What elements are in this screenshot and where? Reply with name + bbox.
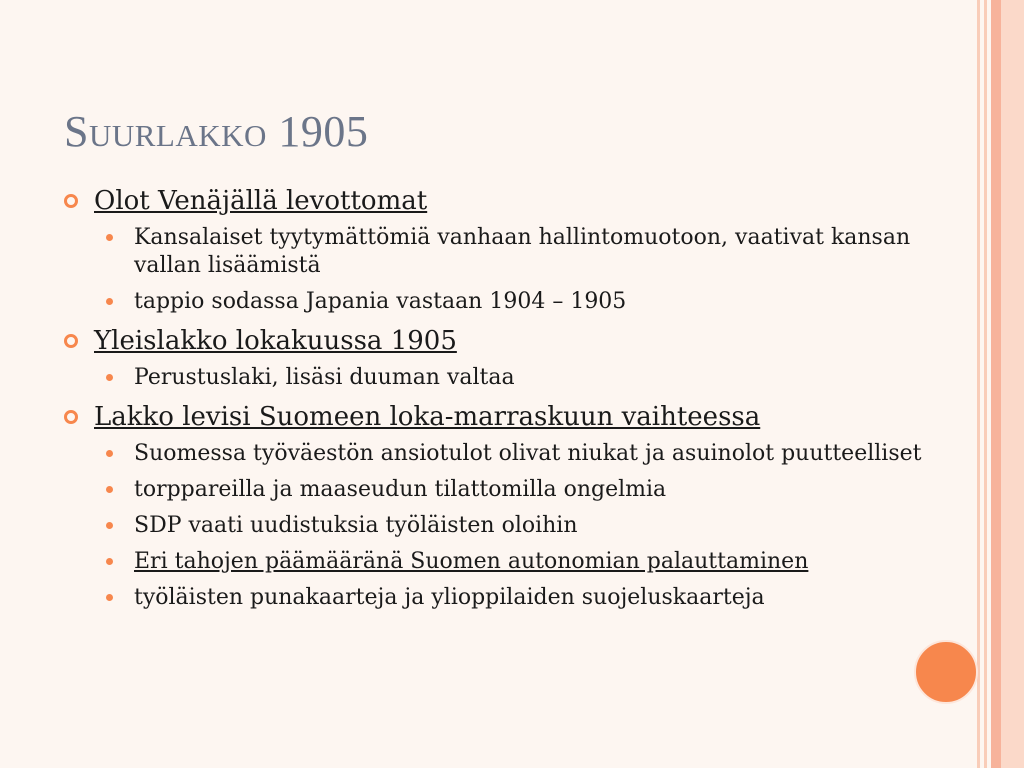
- list-item: [64, 364, 924, 392]
- dot-bullet-icon: [106, 558, 113, 565]
- dot-bullet-icon: [106, 234, 113, 241]
- list-item: [64, 440, 924, 468]
- list-item: [64, 512, 924, 540]
- decorative-stripe: [984, 0, 987, 768]
- dot-bullet-icon: [106, 450, 113, 457]
- dot-bullet-icon: [106, 486, 113, 493]
- list-item-text: torppareilla ja maaseudun tilattomilla ongelmia: [134, 477, 667, 502]
- list-item-text: Kansalaiset tyytymättömiä vanhaan hallintomuotoon, vaativat kansan vallan lisäämistä: [134, 225, 911, 278]
- list-item-text: Suomessa työväestön ansiotulot olivat niukat ja asuinolot puutteelliset: [134, 441, 922, 466]
- section-heading-text[interactable]: Olot Venäjällä levottomat: [94, 186, 428, 216]
- section-heading-text[interactable]: Yleislakko lokakuussa 1905: [94, 326, 457, 356]
- dot-bullet-icon: [106, 594, 113, 601]
- slide-title: Suurlakko 1905: [64, 107, 369, 156]
- dot-bullet-icon: [106, 374, 113, 381]
- list-item-text: työläisten punakaarteja ja ylioppilaiden suojeluskaarteja: [134, 585, 765, 610]
- list-item-link[interactable]: [64, 548, 924, 576]
- list-item: [64, 224, 924, 280]
- list-item-text: tappio sodassa Japania vastaan 1904 – 1905: [134, 289, 627, 314]
- list-item-text: Perustuslaki, lisäsi duuman valtaa: [134, 365, 515, 390]
- list-item: [64, 476, 924, 504]
- section-heading-text[interactable]: Lakko levisi Suomeen loka-marraskuun vaihteessa: [94, 402, 761, 432]
- decorative-stripe: [977, 0, 980, 768]
- decorative-circle: [914, 640, 978, 704]
- decorative-stripe: [1001, 0, 1024, 768]
- list-item: [64, 288, 924, 316]
- ring-bullet-icon: [64, 410, 78, 424]
- dot-bullet-icon: [106, 298, 113, 305]
- ring-bullet-icon: [64, 194, 78, 208]
- section-heading[interactable]: [64, 184, 924, 218]
- list-item-link-text[interactable]: Eri tahojen päämääränä Suomen autonomian palauttaminen: [134, 549, 809, 574]
- dot-bullet-icon: [106, 522, 113, 529]
- section-heading[interactable]: [64, 324, 924, 358]
- list-item: [64, 584, 924, 612]
- slide-content: [64, 184, 924, 612]
- ring-bullet-icon: [64, 334, 78, 348]
- decorative-stripe: [991, 0, 1001, 768]
- section-heading[interactable]: [64, 400, 924, 434]
- list-item-text: SDP vaati uudistuksia työläisten oloihin: [134, 513, 578, 538]
